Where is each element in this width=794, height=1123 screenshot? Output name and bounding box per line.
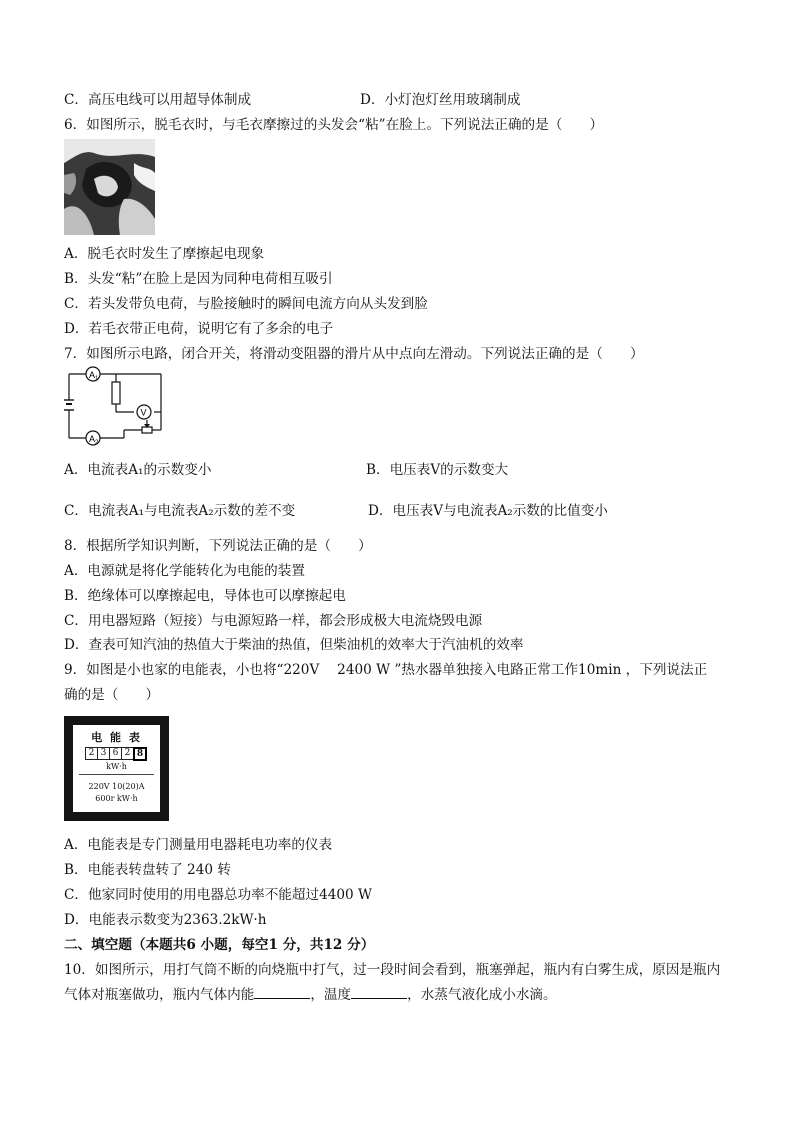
q8-option-d: D．查表可知汽油的热值大于柴油的热值，但柴油机的效率大于汽油机的效率 bbox=[64, 637, 524, 653]
q6-photo bbox=[64, 139, 155, 235]
q6-stem: 6．如图所示，脱毛衣时，与毛衣摩擦过的头发会“粘”在脸上。下列说法正确的是（ ） bbox=[64, 117, 604, 133]
answer-blank-2[interactable] bbox=[351, 986, 407, 999]
q5-option-d: D．小灯泡灯丝用玻璃制成 bbox=[360, 92, 521, 108]
q8-option-a: A．电源就是将化学能转化为电能的装置 bbox=[64, 563, 305, 579]
q7-stem: 7．如图所示电路，闭合开关，将滑动变阻器的滑片从中点向左滑动。下列说法正确的是（ ） bbox=[64, 346, 644, 362]
q6-option-a: A．脱毛衣时发生了摩擦起电现象 bbox=[64, 246, 265, 262]
q8-option-c: C．用电器短路（短接）与电源短路一样，都会形成极大电流烧毁电源 bbox=[64, 613, 483, 629]
q9-option-d: D．电能表示数变为2363.2kW·h bbox=[64, 912, 267, 928]
q9-stem-line1: 9．如图是小也家的电能表，小也将“220V 2400 W ”热水器单独接入电路正常工作10min ，下列说法正 bbox=[64, 662, 708, 678]
q7-option-c: C．电流表A₁与电流表A₂示数的差不变 bbox=[64, 503, 296, 519]
q10-line2 bbox=[64, 986, 557, 1004]
meter-digit-decimal: 8 bbox=[133, 747, 147, 761]
q9-option-b: B．电能表转盘转了 240 转 bbox=[64, 862, 231, 878]
q9-stem-line2: 确的是（ ） bbox=[64, 687, 160, 703]
meter-digit: 3 bbox=[97, 747, 110, 760]
q7-option-a: A．电流表A₁的示数变小 bbox=[64, 462, 212, 478]
voltmeter-label: V bbox=[140, 407, 147, 418]
q8-stem: 8．根据所学知识判断，下列说法正确的是（ ） bbox=[64, 538, 372, 554]
energy-meter-face bbox=[73, 725, 160, 812]
q9-option-c: C．他家同时使用的用电器总功率不能超过4400 W bbox=[64, 887, 372, 903]
q10-text-part1: 气体对瓶塞做功，瓶内气体内能 bbox=[64, 987, 255, 1003]
energy-meter-figure bbox=[64, 716, 169, 821]
meter-unit: kW·h bbox=[106, 762, 127, 771]
meter-digit-row bbox=[73, 747, 160, 761]
q7-circuit-diagram bbox=[64, 366, 166, 446]
q5-option-c: C．高压电线可以用超导体制成 bbox=[64, 92, 252, 108]
answer-blank-1[interactable] bbox=[254, 986, 310, 999]
meter-spec: 220V 10(20)A bbox=[88, 782, 145, 791]
q8-option-b: B．绝缘体可以摩擦起电，导体也可以摩擦起电 bbox=[64, 588, 346, 604]
section-heading: 二、填空题（本题共6 小题，每空1 分，共12 分） bbox=[64, 937, 375, 953]
q10-line1: 10．如图所示，用打气筒不断的向烧瓶中打气，过一段时间会看到，瓶塞弹起，瓶内有白雾生成，原因是瓶内 bbox=[64, 962, 721, 978]
meter-digit: 6 bbox=[109, 747, 122, 760]
q10-text-part3: ，水蒸气液化成小水滴。 bbox=[407, 987, 557, 1003]
q6-option-b: B．头发“粘”在脸上是因为同种电荷相互吸引 bbox=[64, 271, 333, 287]
meter-title: 电 能 表 bbox=[91, 731, 142, 744]
q9-option-a: A．电能表是专门测量用电器耗电功率的仪表 bbox=[64, 837, 333, 853]
meter-digit: 2 bbox=[85, 747, 98, 760]
ammeter-a2-label: $A_2$ bbox=[89, 434, 99, 446]
q6-option-c: C．若头发带负电荷，与脸接触时的瞬间电流方向从头发到脸 bbox=[64, 296, 428, 312]
q10-text-part2: ，温度 bbox=[310, 987, 352, 1003]
q7-option-b: B．电压表V的示数变大 bbox=[366, 462, 509, 478]
q6-option-d: D．若毛衣带正电荷，说明它有了多余的电子 bbox=[64, 321, 334, 337]
meter-revolutions: 600r kW·h bbox=[95, 794, 138, 803]
meter-divider bbox=[79, 774, 154, 775]
q7-option-d: D．电压表V与电流表A₂示数的比值变小 bbox=[368, 503, 608, 519]
meter-digit: 2 bbox=[121, 747, 134, 760]
ammeter-a1-label: $A_1$ bbox=[89, 370, 99, 382]
